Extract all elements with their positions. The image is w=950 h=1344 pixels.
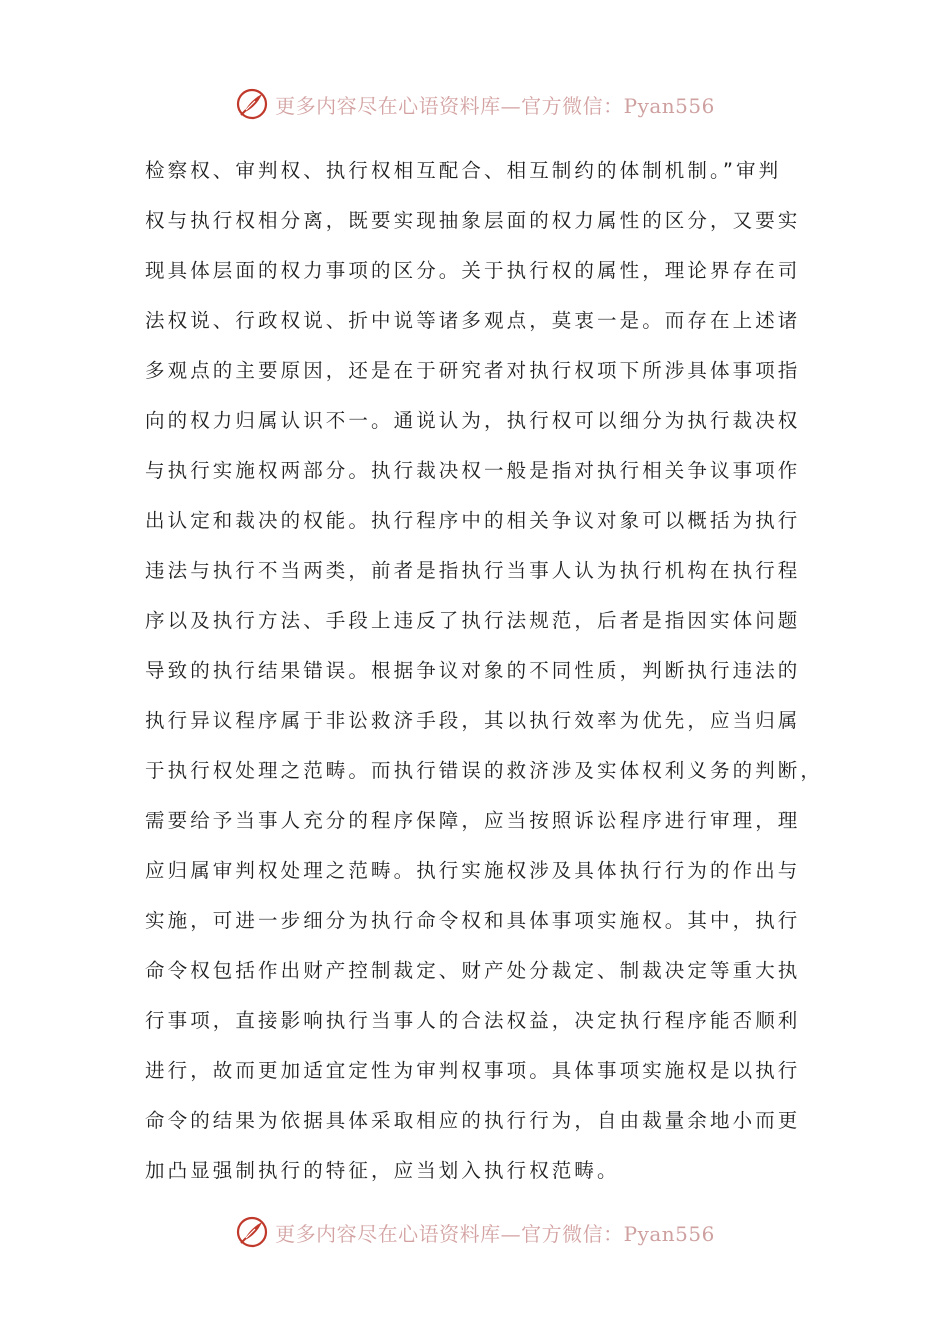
text-line: 于执行权处理之范畴。而执行错误的救济涉及实体权利义务的判断，	[145, 759, 824, 782]
wechat-id: Pyan556	[623, 1221, 715, 1246]
text-line: 应归属审判权处理之范畴。执行实施权涉及具体执行行为的作出与	[145, 859, 801, 882]
body-text	[145, 146, 825, 1196]
text-line: 权与执行权相分离，既要实现抽象层面的权力属性的区分，又要实	[145, 209, 801, 232]
text-line: 多观点的主要原因，还是在于研究者对执行权项下所涉具体事项指	[145, 359, 801, 382]
header-banner	[0, 84, 950, 124]
text-line: 向的权力归属认识不一。通说认为，执行权可以细分为执行裁决权	[145, 409, 801, 432]
banner-promo-text	[275, 90, 715, 119]
text-line: 命令权包括作出财产控制裁定、财产处分裁定、制裁决定等重大执	[145, 959, 801, 982]
footer-banner	[0, 1212, 950, 1252]
text-line: 违法与执行不当两类，前者是指执行当事人认为执行机构在执行程	[145, 559, 801, 582]
banner-promo-text	[275, 1218, 715, 1247]
text-line: 出认定和裁决的权能。执行程序中的相关争议对象可以概括为执行	[145, 509, 801, 532]
feather-pen-icon	[235, 1215, 269, 1249]
banner-text: 更多内容尽在心语资料库—官方微信：	[275, 93, 624, 118]
text-line: 需要给予当事人充分的程序保障，应当按照诉讼程序进行审理，理	[145, 809, 801, 832]
text-line: 法权说、行政权说、折中说等诸多观点，莫衷一是。而存在上述诸	[145, 309, 801, 332]
text-line: 导致的执行结果错误。根据争议对象的不同性质，判断执行违法的	[145, 659, 801, 682]
text-line: 进行，故而更加适宜定性为审判权事项。具体事项实施权是以执行	[145, 1059, 801, 1082]
text-line: 加凸显强制执行的特征，应当划入执行权范畴。	[145, 1159, 620, 1182]
text-line: 与执行实施权两部分。执行裁决权一般是指对执行相关争议事项作	[145, 459, 801, 482]
wechat-id: Pyan556	[623, 93, 715, 118]
text-line: 现具体层面的权力事项的区分。关于执行权的属性，理论界存在司	[145, 259, 801, 282]
text-line: 命令的结果为依据具体采取相应的执行行为，自由裁量余地小而更	[145, 1109, 801, 1132]
text-line: 检察权、审判权、执行权相互配合、相互制约的体制机制。”审判	[145, 159, 782, 182]
text-line: 实施，可进一步细分为执行命令权和具体事项实施权。其中，执行	[145, 909, 801, 932]
text-line: 执行异议程序属于非讼救济手段，其以执行效率为优先，应当归属	[145, 709, 801, 732]
banner-text: 更多内容尽在心语资料库—官方微信：	[275, 1221, 624, 1246]
text-line: 序以及执行方法、手段上违反了执行法规范，后者是指因实体问题	[145, 609, 801, 632]
feather-pen-icon	[235, 87, 269, 121]
text-line: 行事项，直接影响执行当事人的合法权益，决定执行程序能否顺利	[145, 1009, 801, 1032]
